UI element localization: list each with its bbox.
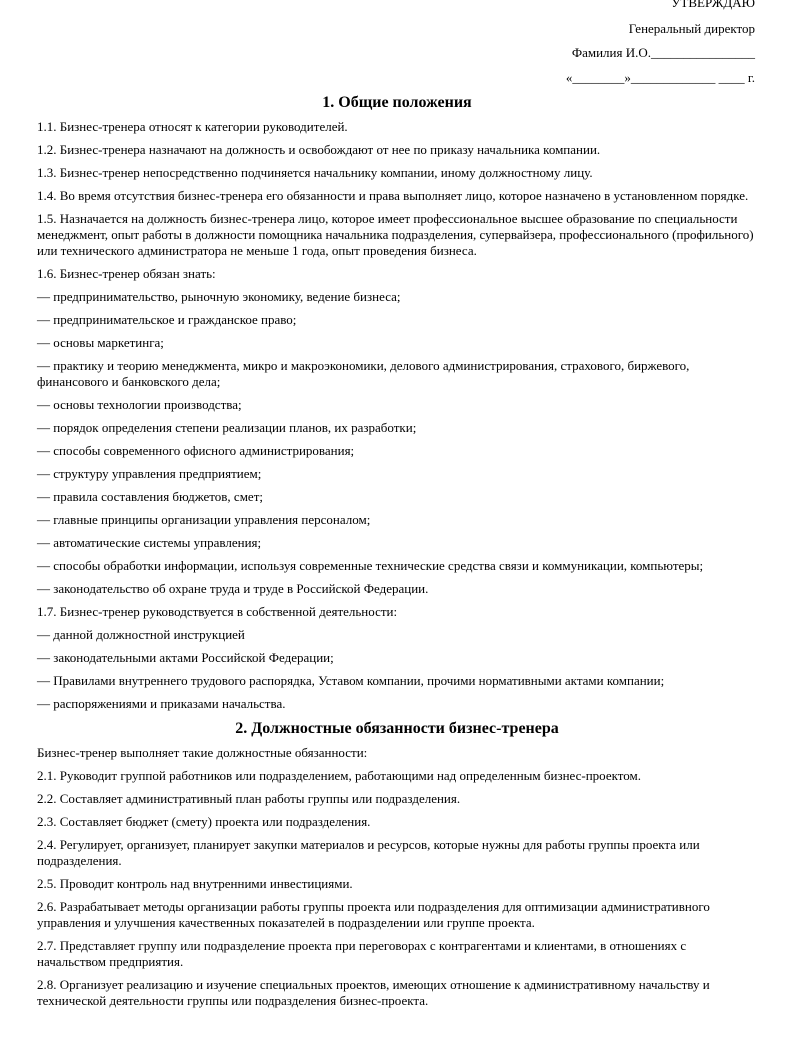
- paragraph: Бизнес-тренер выполняет такие должностные обязанности:: [37, 745, 368, 760]
- paragraph: 1.4. Во время отсутствия бизнес-тренера его обязанности и права выполняет лицо, которое назначено в установленном порядке.: [37, 188, 749, 203]
- paragraph: — предпринимательство, рыночную экономику, ведение бизнеса;: [37, 289, 401, 304]
- paragraph: 1.5. Назначается на должность бизнес-тренера лицо, которое имеет профессиональное высшее образование по специальности менеджмент, опыт работы в должности помощника начальника подразделения, супервайзера, профессионального (профильного) или технического администратора не меньше 1 года, опыт проведения бизнеса.: [37, 211, 754, 258]
- approval-title: УТВЕРЖДАЮ: [671, 0, 755, 10]
- approval-name-line: Фамилия И.О.________________: [571, 45, 755, 60]
- paragraph: 2.4. Регулирует, организует, планирует закупки материалов и ресурсов, которые нужны для работы группы проекта или подразделения.: [37, 837, 700, 868]
- approval-date-line: «________»_____________ ____ г.: [565, 70, 755, 85]
- paragraph: — распоряжениями и приказами начальства.: [37, 696, 286, 711]
- section-duties-list: [37, 745, 757, 1009]
- paragraph: — правила составления бюджетов, смет;: [37, 489, 263, 504]
- paragraph: — структуру управления предприятием;: [37, 466, 262, 481]
- paragraph: 1.6. Бизнес-тренер обязан знать:: [37, 266, 216, 281]
- paragraph: — основы маркетинга;: [37, 335, 164, 350]
- paragraph: — законодательными актами Российской Федерации;: [37, 650, 334, 665]
- paragraph: 1.2. Бизнес-тренера назначают на должность и освобождают от нее по приказу начальника компании.: [37, 142, 601, 157]
- paragraph: 2.8. Организует реализацию и изучение специальных проектов, имеющих отношение к административному начальству и технической деятельности группы или подразделения бизнес-проекта.: [37, 977, 710, 1008]
- paragraph: 2.6. Разрабатывает методы организации работы группы проекта или подразделения для оптимизации административного управления и улучшения качественных показателей в подразделении или группе проекта.: [37, 899, 710, 930]
- section-heading-general: 1. Общие положения: [322, 94, 472, 111]
- document-body: [37, 93, 757, 1016]
- paragraph: — главные принципы организации управления персоналом;: [37, 512, 371, 527]
- paragraph: 1.1. Бизнес-тренера относят к категории руководителей.: [37, 119, 348, 134]
- section-general-list: [37, 119, 757, 712]
- paragraph: 2.7. Представляет группу или подразделение проекта при переговорах с контрагентами и клиентами, в отношениях с начальством предприятия.: [37, 938, 687, 969]
- paragraph: — автоматические системы управления;: [37, 535, 262, 550]
- paragraph: — способы современного офисного администрирования;: [37, 443, 355, 458]
- section-heading-duties: 2. Должностные обязанности бизнес-тренера: [235, 720, 559, 737]
- paragraph: 1.3. Бизнес-тренер непосредственно подчиняется начальнику компании, иному должностному лицу.: [37, 165, 593, 180]
- paragraph: — данной должностной инструкцией: [37, 627, 245, 642]
- paragraph: 2.5. Проводит контроль над внутренними инвестициями.: [37, 876, 353, 891]
- paragraph: — практику и теорию менеджмента, микро и макроэкономики, делового администрирования, страхового, биржевого, финансового и банковского дела;: [37, 358, 690, 389]
- paragraph: — законодательство об охране труда и труде в Российской Федерации.: [37, 581, 429, 596]
- paragraph: — порядок определения степени реализации планов, их разработки;: [37, 420, 417, 435]
- paragraph: 2.3. Составляет бюджет (смету) проекта или подразделения.: [37, 814, 371, 829]
- paragraph: 2.1. Руководит группой работников или подразделением, работающими над определенным бизнес-проектом.: [37, 768, 641, 783]
- paragraph: — основы технологии производства;: [37, 397, 242, 412]
- paragraph: 1.7. Бизнес-тренер руководствуется в собственной деятельности:: [37, 604, 398, 619]
- paragraph: — Правилами внутреннего трудового распорядка, Уставом компании, прочими нормативными актами компании;: [37, 673, 665, 688]
- paragraph: — способы обработки информации, используя современные технические средства связи и коммуникации, компьютеры;: [37, 558, 704, 573]
- paragraph: 2.2. Составляет административный план работы группы или подразделения.: [37, 791, 461, 806]
- approval-position: Генеральный директор: [628, 21, 755, 36]
- paragraph: — предпринимательское и гражданское право;: [37, 312, 297, 327]
